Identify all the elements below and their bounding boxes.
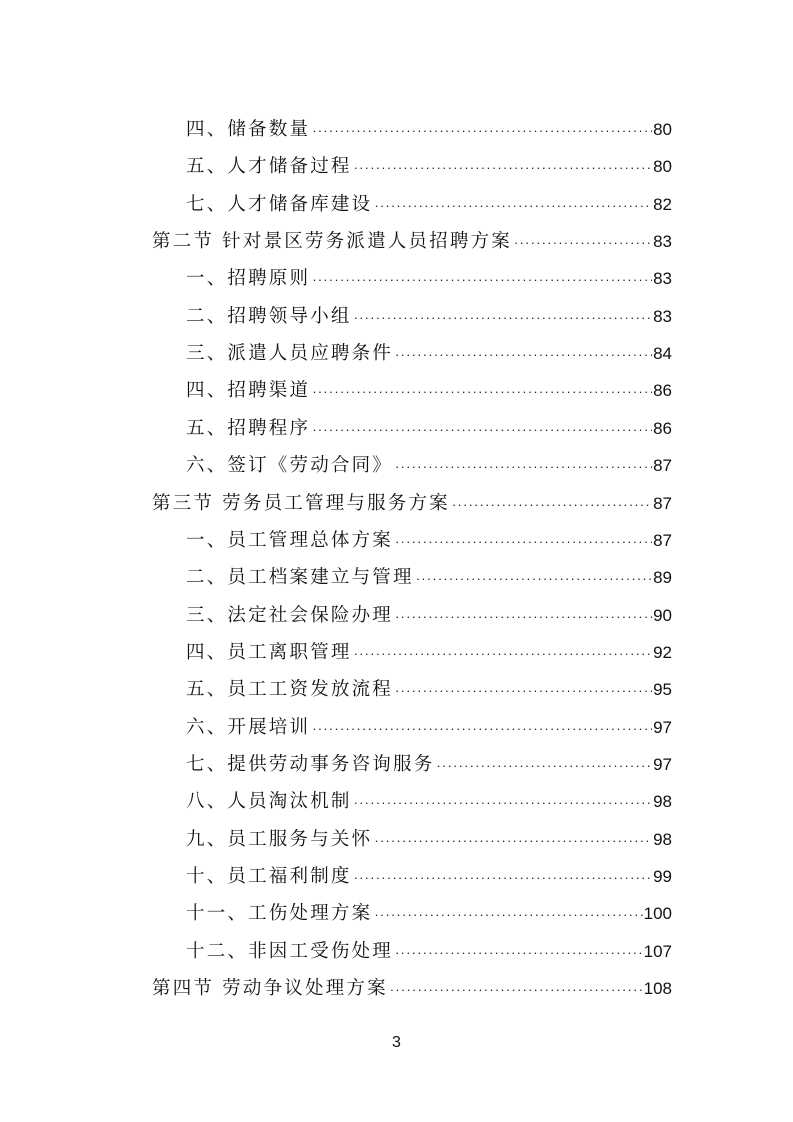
- toc-row[interactable]: [0, 634, 793, 671]
- toc-entry-label: 五、人才储备过程: [186, 156, 352, 178]
- toc-entry-label: 第三节 劳务员工管理与服务方案: [152, 492, 450, 514]
- toc-entry[interactable]: [152, 223, 672, 260]
- toc-entry[interactable]: [152, 485, 672, 522]
- toc-entry-label: 第二节 针对景区劳务派遣人员招聘方案: [152, 231, 512, 253]
- toc-entry-page: 92: [653, 642, 672, 662]
- toc-row[interactable]: [0, 559, 793, 596]
- toc-entry-label: 三、法定社会保险办理: [186, 604, 394, 626]
- toc-entry[interactable]: [186, 335, 672, 372]
- toc-row[interactable]: [0, 260, 793, 297]
- toc-entry[interactable]: [186, 410, 672, 447]
- toc-row[interactable]: [0, 186, 793, 223]
- dot-leader: [374, 187, 652, 224]
- toc-entry[interactable]: [186, 298, 672, 335]
- dot-leader: [312, 411, 652, 448]
- dot-leader: [354, 635, 652, 672]
- dot-leader: [312, 112, 652, 149]
- toc-row[interactable]: [0, 783, 793, 820]
- toc-row[interactable]: [0, 447, 793, 484]
- toc-entry-page: 107: [643, 941, 672, 961]
- toc-entry-label: 一、员工管理总体方案: [186, 529, 394, 551]
- toc-entry-page: 100: [643, 904, 672, 924]
- toc-entry-page: 99: [653, 867, 672, 886]
- toc-entry-label: 第四节 劳动争议处理方案: [152, 978, 388, 1000]
- toc-entry[interactable]: [186, 186, 672, 223]
- toc-entry-label: 四、招聘渠道: [186, 380, 311, 402]
- dot-leader: [354, 784, 652, 821]
- toc-row[interactable]: [0, 970, 793, 1007]
- dot-leader: [436, 747, 652, 784]
- toc-row[interactable]: [0, 372, 793, 409]
- toc-entry-label: 三、派遣人员应聘条件: [186, 343, 394, 365]
- toc-row[interactable]: [0, 933, 793, 970]
- toc-row[interactable]: [0, 597, 793, 634]
- toc-entry[interactable]: [186, 783, 672, 820]
- toc-entry-label: 十一、工伤处理方案: [186, 903, 373, 925]
- toc-entry-label: 六、签订《劳动合同》: [186, 455, 394, 477]
- toc-row[interactable]: [0, 223, 793, 260]
- toc-entry-page: 98: [653, 829, 672, 849]
- dot-leader: [354, 299, 652, 336]
- toc-row[interactable]: [0, 148, 793, 185]
- dot-leader: [452, 486, 652, 523]
- toc-row[interactable]: [0, 522, 793, 559]
- toc-entry-page: 80: [653, 157, 672, 177]
- toc-row[interactable]: [0, 298, 793, 335]
- toc-entry[interactable]: [186, 522, 672, 559]
- toc-row[interactable]: [0, 485, 793, 522]
- toc-entry-page: 87: [653, 456, 672, 476]
- dot-leader: [312, 710, 652, 747]
- dot-leader: [354, 859, 652, 896]
- toc-entry-label: 二、招聘领导小组: [186, 305, 352, 327]
- dot-leader: [374, 896, 642, 933]
- toc-entry-page: 83: [653, 232, 672, 252]
- toc-row[interactable]: [0, 746, 793, 783]
- toc-row[interactable]: [0, 671, 793, 708]
- toc-entry-label: 四、储备数量: [186, 119, 311, 140]
- toc-entry[interactable]: [186, 597, 672, 634]
- toc-entry[interactable]: [186, 111, 672, 148]
- dot-leader: [416, 560, 652, 597]
- toc-entry[interactable]: [186, 746, 672, 783]
- toc-entry-page: 83: [653, 306, 672, 326]
- toc-entry[interactable]: [186, 634, 672, 671]
- toc-row[interactable]: [0, 895, 793, 932]
- toc-entry-label: 八、人员淘汰机制: [186, 791, 352, 813]
- dot-leader: [395, 523, 652, 560]
- toc-entry-label: 七、人才储备库建设: [186, 193, 373, 215]
- toc-entry[interactable]: [186, 260, 672, 297]
- dot-leader: [395, 448, 652, 485]
- toc-entry-page: 83: [653, 269, 672, 289]
- toc-row[interactable]: [0, 111, 793, 148]
- dot-leader: [395, 934, 643, 971]
- toc-entry-page: 97: [653, 754, 672, 774]
- toc-entry-label: 五、员工工资发放流程: [186, 679, 394, 701]
- toc-entry[interactable]: [186, 858, 672, 895]
- dot-leader: [374, 822, 652, 859]
- toc-entry-label: 四、员工离职管理: [186, 641, 352, 663]
- toc-entry-label: 九、员工服务与关怀: [186, 828, 373, 850]
- toc-entry-page: 97: [653, 717, 672, 737]
- toc-entry[interactable]: [186, 709, 672, 746]
- toc-entry-page: 98: [653, 792, 672, 812]
- toc-entry[interactable]: [186, 372, 672, 409]
- dot-leader: [395, 598, 652, 635]
- toc-row[interactable]: [0, 410, 793, 447]
- toc-entry-label: 七、提供劳动事务咨询服务: [186, 753, 435, 775]
- dot-leader: [395, 336, 652, 373]
- page-number: 3: [392, 1034, 401, 1051]
- toc-entry[interactable]: [152, 970, 672, 1007]
- toc-entry[interactable]: [186, 895, 672, 932]
- toc-row[interactable]: [0, 821, 793, 858]
- toc-entry[interactable]: [186, 671, 672, 708]
- toc-entry-page: 86: [653, 381, 672, 401]
- toc-row[interactable]: [0, 335, 793, 372]
- toc-entry-label: 五、招聘程序: [186, 417, 311, 439]
- toc-entry[interactable]: [186, 933, 672, 970]
- toc-row[interactable]: [0, 709, 793, 746]
- dot-leader: [312, 261, 652, 298]
- toc-entry[interactable]: [186, 447, 672, 484]
- toc-entry[interactable]: [186, 821, 672, 858]
- toc-entry-label: 十、员工福利制度: [186, 866, 352, 887]
- dot-leader: [395, 672, 652, 709]
- toc-entry[interactable]: [186, 148, 672, 185]
- toc-entry-label: 十二、非因工受伤处理: [186, 940, 394, 962]
- toc-entry-page: 108: [643, 979, 672, 999]
- dot-leader: [354, 149, 652, 186]
- dot-leader: [312, 373, 652, 410]
- toc-row[interactable]: [0, 858, 793, 895]
- toc-entry-page: 89: [653, 568, 672, 588]
- toc-entry-page: 87: [653, 530, 672, 550]
- toc-entry-label: 六、开展培训: [186, 716, 311, 738]
- toc-entry-page: 80: [653, 120, 672, 139]
- toc-entry-label: 二、员工档案建立与管理: [186, 567, 414, 589]
- dot-leader: [390, 971, 643, 1008]
- dot-leader: [514, 224, 652, 261]
- toc-entry-page: 87: [653, 493, 672, 513]
- toc-entry-page: 86: [653, 418, 672, 438]
- toc-entry-label: 一、招聘原则: [186, 268, 311, 290]
- toc-entry-page: 82: [653, 194, 672, 214]
- toc-entry-page: 95: [653, 680, 672, 700]
- toc-entry-page: 90: [653, 605, 672, 625]
- toc-entry-page: 84: [653, 344, 672, 364]
- toc-entry[interactable]: [186, 559, 672, 596]
